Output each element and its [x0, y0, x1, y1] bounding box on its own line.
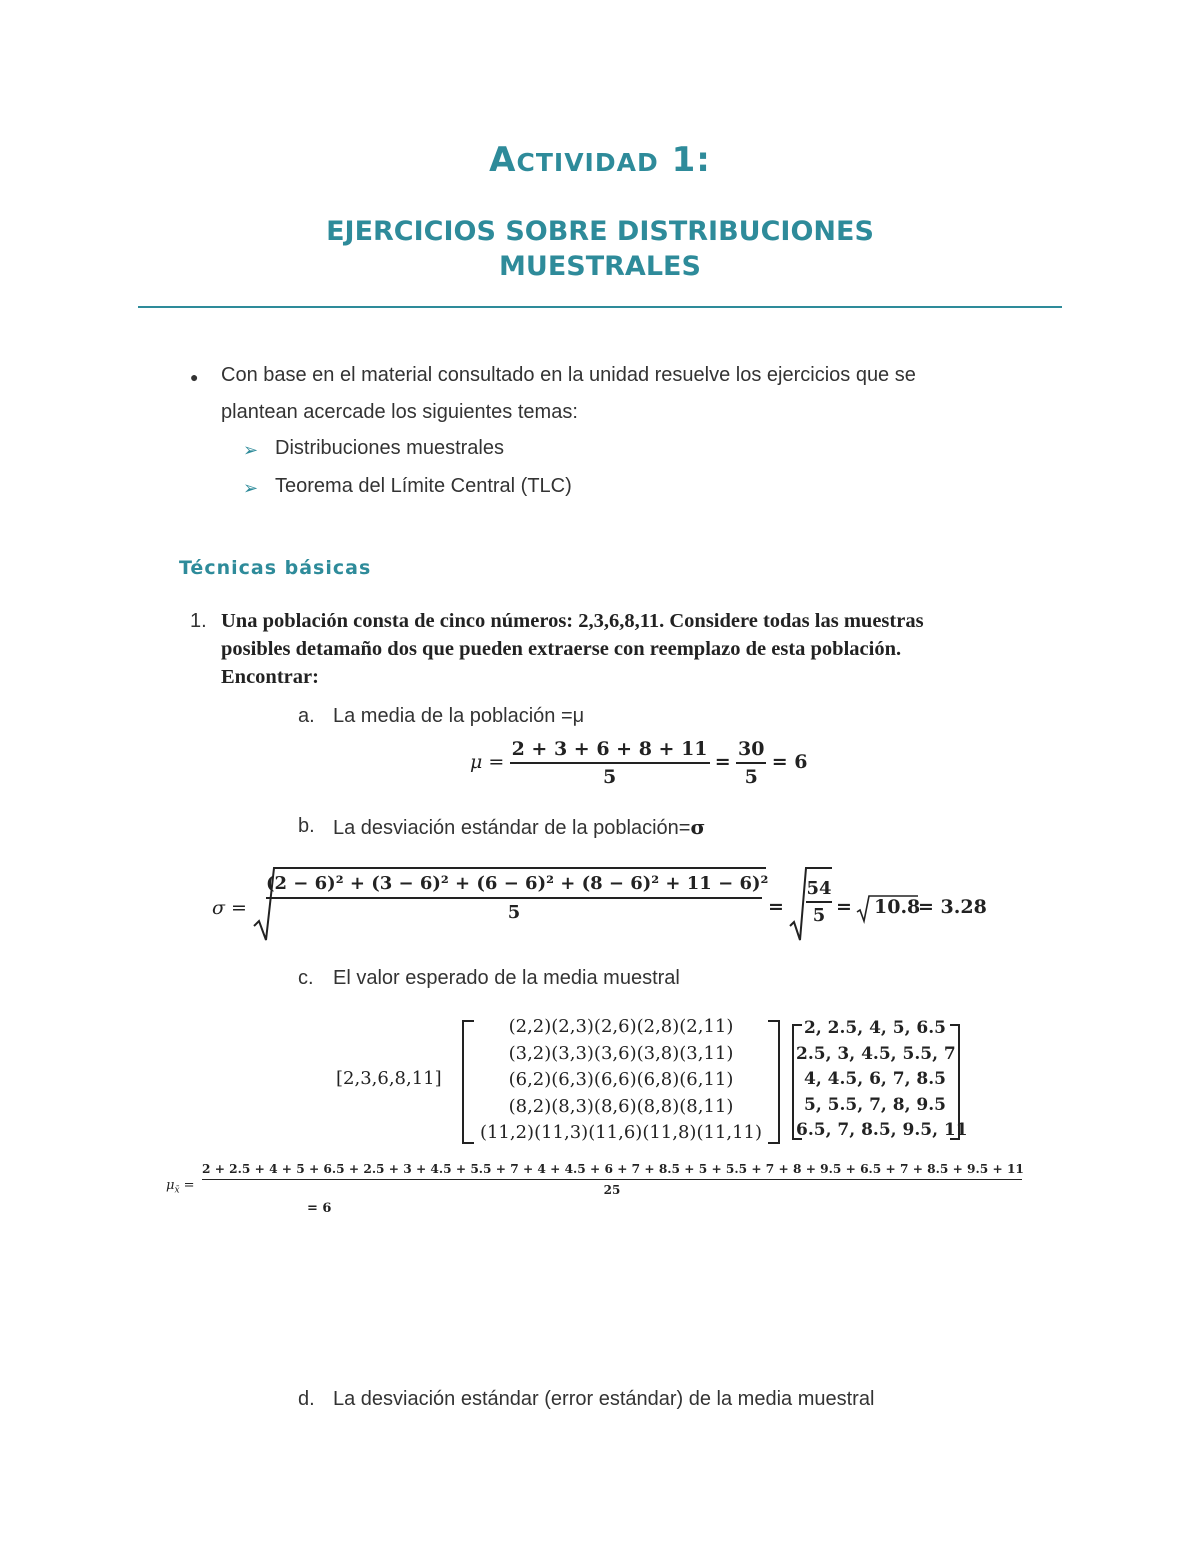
pairs-row: (8,2)(8,3)(8,6)(8,8)(8,11)	[508, 1095, 734, 1117]
item-a-text: La media de la población =μ	[333, 705, 585, 727]
expected-sub: x̄	[174, 1185, 180, 1196]
mean-result: = 6	[771, 751, 808, 774]
item-d-label: d.	[298, 1388, 315, 1410]
page-title	[0, 140, 1200, 180]
problem-number: 1.	[190, 610, 207, 632]
means-row: 2, 2.5, 4, 5, 6.5	[804, 1018, 946, 1038]
means-row: 4, 4.5, 6, 7, 8.5	[804, 1069, 946, 1089]
sd-equals: =	[768, 896, 784, 918]
mean-fraction	[510, 738, 710, 788]
mean-numerator: 2 + 3 + 6 + 8 + 11	[510, 738, 710, 764]
mean-fraction-2	[736, 738, 766, 788]
item-b-sigma: σ	[690, 815, 706, 839]
arrow-bullet-icon: ➢	[243, 478, 259, 498]
item-c-label: c.	[298, 967, 314, 989]
problem-line-3: Encontrar:	[221, 666, 319, 688]
item-b-text	[333, 815, 705, 840]
sd-equals-2: =	[836, 896, 852, 918]
mean-denominator: 5	[602, 766, 617, 788]
mean-numerator-2: 30	[736, 738, 766, 764]
sd-result: = 3.28	[918, 896, 987, 918]
means-row: 6.5, 7, 8.5, 9.5, 11	[796, 1120, 968, 1140]
pairs-row: (2,2)(2,3)(2,6)(2,8)(2,11)	[508, 1016, 734, 1037]
pairs-row: (11,2)(11,3)(11,6)(11,8)(11,11)	[479, 1122, 763, 1143]
pairs-row: (3,2)(3,3)(3,6)(3,8)(3,11)	[508, 1042, 734, 1064]
population-set: [2,3,6,8,11]	[336, 1068, 442, 1089]
means-row: 2.5, 3, 4.5, 5.5, 7	[796, 1043, 956, 1064]
sd-denominator: 5	[507, 902, 521, 923]
expected-fraction	[202, 1162, 1022, 1197]
sd-sqrt-value: 10.8	[874, 896, 921, 918]
sd-numerator: (2 − 6)² + (3 − 6)² + (6 − 6)² + (8 − 6)² + 11 − 6)²	[266, 873, 762, 899]
item-b-label: b.	[298, 815, 315, 837]
item-c-text: El valor esperado de la media muestral	[333, 967, 680, 989]
subtitle-line-1: EJERCICIOS SOBRE DISTRIBUCIONES	[326, 216, 874, 247]
topic-item-1: Distribuciones muestrales	[275, 437, 504, 459]
sd-lhs: σ =	[212, 897, 247, 919]
title-first-letter: A	[489, 140, 517, 180]
title-divider	[138, 306, 1062, 308]
sd-fraction	[266, 873, 769, 923]
mean-lhs: μ =	[470, 751, 505, 774]
expected-equals: =	[183, 1178, 195, 1193]
item-a-label: a.	[298, 705, 315, 727]
expected-mu: μ	[166, 1178, 175, 1193]
means-matrix	[796, 1016, 968, 1144]
topic-item-2: Teorema del Límite Central (TLC)	[275, 475, 572, 497]
subtitle-line-2: MUESTRALES	[499, 251, 701, 282]
intro-line-2: plantean acercade los siguientes temas:	[221, 401, 578, 423]
page-subtitle	[0, 214, 1200, 284]
intro-line-1: Con base en el material consultado en la unidad resuelve los ejercicios que se	[221, 364, 916, 386]
pairs-matrix	[468, 1014, 774, 1147]
sd-fraction-2	[806, 878, 832, 926]
expected-denominator: 25	[603, 1183, 621, 1197]
sd-numerator-2: 54	[806, 878, 832, 903]
title-rest: CTIVIDAD	[516, 148, 659, 177]
expected-numerator: 2 + 2.5 + 4 + 5 + 6.5 + 2.5 + 3 + 4.5 + 5.5 + 7 + 4 + 4.5 + 6 + 7 + 8.5 + 5 + 5.5 + 7 + 8 + 9.5 + 6.5 + 7 + 8.5 + 9.5 + 11	[202, 1162, 1022, 1180]
title-number: 1:	[671, 140, 711, 180]
bullet-icon: ●	[190, 369, 199, 385]
means-row: 5, 5.5, 7, 8, 9.5	[804, 1094, 946, 1115]
item-d-text: La desviación estándar (error estándar) de la media muestral	[333, 1388, 875, 1410]
mean-equals: =	[714, 751, 731, 774]
problem-line-2: posibles detamaño dos que pueden extraerse con reemplazo de esta población.	[221, 638, 902, 660]
item-b-text-main: La desviación estándar de la población=	[333, 817, 691, 839]
section-title: Técnicas básicas	[179, 557, 372, 579]
pairs-row: (6,2)(6,3)(6,6)(6,8)(6,11)	[508, 1069, 734, 1090]
problem-line-1: Una población consta de cinco números: 2,3,6,8,11. Considere todas las muestras	[221, 610, 924, 632]
sd-denominator-2: 5	[812, 905, 826, 926]
expected-result: = 6	[307, 1201, 332, 1216]
mean-denominator-2: 5	[744, 766, 758, 788]
expected-lhs	[166, 1178, 195, 1196]
equation-mean	[470, 738, 808, 788]
arrow-bullet-icon: ➢	[243, 440, 259, 460]
